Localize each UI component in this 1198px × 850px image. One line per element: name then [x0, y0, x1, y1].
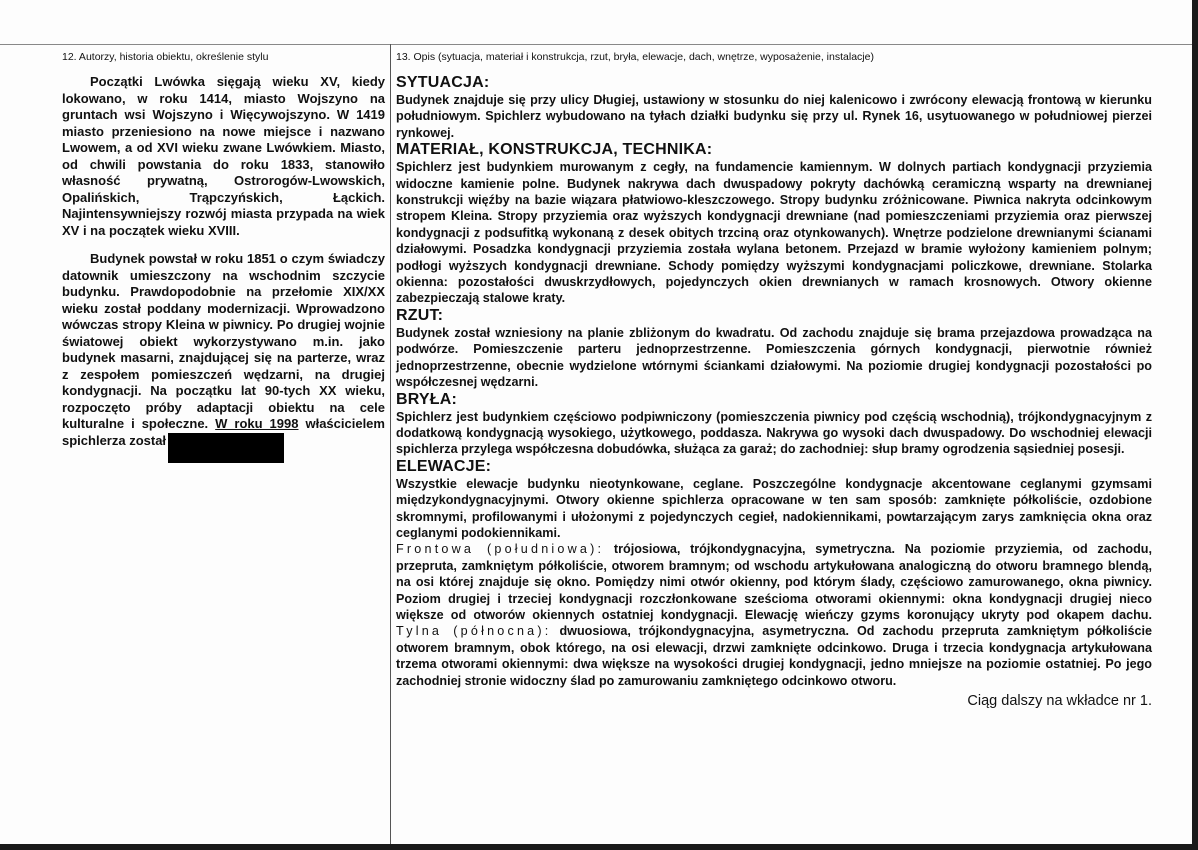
history-paragraph-2 — [62, 251, 385, 463]
section-sytuacja — [396, 74, 1152, 141]
redaction-box — [168, 433, 284, 463]
history-paragraph-1: Początki Lwówka sięgają wieku XV, kiedy lokowano, w roku 1414, miasto Wojszyno na gruntach wsi Wojszyno i Więcywojszyno. W 1419 miasto przeniesiono na nowe miejsce i nazwano Lwowem, a od XVI wieku zwane Lwówkiem. Miasto, od chwili powstania do roku 1833, stanowiło własność prywatną, Ostrorogów-Lwowskich, Opalińskich, Trąpczyńskich, Łąckich. Najintensywniejszy rozwój miasta przypada na wiek XV i na początek wieku XVIII. — [62, 74, 385, 238]
section-rzut — [396, 307, 1152, 391]
history-paragraph-2-tail: właścicielem spichlerza został — [62, 416, 385, 448]
elewacje-intro: Wszystkie elewacje budynku nieotynkowane, ceglane. Poszczególne kondygnacje akcentowane ceglanymi gzymsami międzykondygnacyjnymi. Otwory okienne spichlerza opracowane w ten sam sposób: zamknięte półkoliście, ozdobione skromnymi, profilowanymi i ułożonymi z pojedynczych cegieł, nadokiennikami, powtarzającym zarys zamknięcia okna oraz ceglanymi podokiennikami. — [396, 476, 1152, 540]
section-title: ELEWACJE: — [396, 457, 492, 475]
section-title: BRYŁA: — [396, 390, 458, 408]
description-header: 13. Opis (sytuacja, materiał i konstrukcja, rzut, bryła, elewacje, dach, wnętrze, wyposażenie, instalacje) — [396, 51, 874, 63]
section-elewacje — [396, 458, 1152, 689]
section-text: Budynek został wzniesiony na planie zbliżonym do kwadratu. Od zachodu znajduje się brama przejazdowa prowadząca na podwórze. Pomieszczenie parteru jednoprzestrzenne. Pomieszczenia górnych kondygnacji, pierwotnie również jednoprzestrzenne, obecnie wydzielone wtórnymi ściankami działowymi. Na poziomie drugiej kondygnacji pozostałości po współczesnej wędzarni. — [396, 325, 1152, 390]
rear-elevation-text: dwuosiowa, trójkondygnacyjna, asymetryczna. Od zachodu przepruta zamkniętym półkoliście otworem bramnym, obok którego, na osi elewacji, drzwi zamknięte odcinkowo. Druga i trzecia kondygnacja artykułowana trzema otworami okiennymi: dwa większe na wysokości drugiej kondygnacji, jedno mniejsze na poziomie ostatniej. Po jego zachodniej stronie widoczny ślad po zamurowaniu zamkniętego odcinkowo otworu. — [396, 624, 1152, 688]
continuation-note: Ciąg dalszy na wkładce nr 1. — [967, 693, 1152, 709]
header-rule — [0, 44, 1192, 45]
scan-edge-bottom — [0, 844, 1198, 850]
section-material — [396, 141, 1152, 307]
history-year-1998: W roku 1998 — [215, 416, 299, 431]
section-title: MATERIAŁ, KONSTRUKCJA, TECHNIKA: — [396, 141, 713, 159]
front-elevation-label: Frontowa (południowa): — [396, 542, 605, 557]
history-column — [62, 50, 385, 463]
section-text: Budynek znajduje się przy ulicy Długiej, ustawiony w stosunku do niej kalenicowo i zwrócony elewacją frontową w kierunku południowym. Spichlerz wybudowano na tyłach działki budynku się przy ul. Rynek 16, usytuowanego w południowej pierzei rynkowej. — [396, 93, 1152, 140]
column-divider — [390, 44, 391, 850]
history-paragraph-2-main: Budynek powstał w roku 1851 o czym świadczy datownik umieszczony na wschodnim szczycie budynku. Prawdopodobnie na przełomie XIX/XX wieku został poddany modernizacji. Wprowadzono wówczas stropy Kleina w piwnicy. Po drugiej wojnie światowej obiekt wykorzystywano m.in. jako budynek masarni, znajdującej się na parterze, wraz z zespołem pomieszczeń wędzarni, na drugiej kondygnacji. Na początku lat 90-tych XX wieku, rozpoczęto próby adaptacji obiektu na cele kulturalne i społeczne. — [62, 251, 385, 431]
section-text: Spichlerz jest budynkiem częściowo podpiwniczony (pomieszczenia piwnicy pod częścią wschodnią), trójkondygnacyjnym z dodatkową kondygnacją wysokiego, użytkowego, poddasza. Nakrywa go wysoki dach dwuspadowy. Do wschodniej elewacji spichlerza przylega współczesna dobudówka, służąca za garaż; do zachodniej: słup bramy ogrodzenia sąsiedniej posesji. — [396, 409, 1152, 457]
section-title: RZUT: — [396, 306, 444, 324]
history-header: 12. Autorzy, historia obiektu, określenie stylu — [62, 51, 269, 63]
elewacje-details — [396, 541, 1152, 689]
rear-elevation-label: Tylna (północna): — [396, 624, 552, 639]
scan-edge-right — [1192, 0, 1198, 850]
section-text: Spichlerz jest budynkiem murowanym z cegły, na fundamencie kamiennym. W dolnych partiach kondygnacji przyziemia widoczne kamienie polne. Budynek nakrywa dach dwuspadowy pokryty dachówką ceramiczną wsparty na drewnianej konstrukcji więźby na bazie wiązara płatwiowo-kleszczowego. Stropy budynku zróżnicowane. Piwnica nakryta odcinkowym stropem Kleina. Stropy przyziemia oraz wyższych kondygnacji drewniane (nad pomieszczeniami przyziemia oraz pierwszej kondygnacji z podsufitką wykonaną z desek obitych trzciną oraz otynkowanych). Wnętrze podzielone drewnianymi ścianami działowymi. Posadzka kondygnacji przyziemia została wylana betonem. Przejazd w bramie wyłożony kamieniem polnym; podłogi wyższych kondygnacji drewniane. Schody pomiędzy wyższymi kondygnacjami policzkowe, drewniane. Stolarka okienna: pozostałości dwuskrzydłowych, pojedynczych okien drewnianych w ramach krosnowych. Otwory okienne zabezpieczają stalowe kraty. — [396, 160, 1152, 306]
section-title: SYTUACJA: — [396, 74, 490, 91]
front-elevation-text: trójosiowa, trójkondygnacyjna, symetryczna. Na poziomie przyziemia, od zachodu, przepruta, zamkniętym półkoliście, otworem bramnym; od wschodu artykułowana analogiczną do otworu bramnego blendą, na osi której znajduje się okno. Pomiędzy nimi otwór okienny, pod którym ślady, częściowo zamurowanego, okna piwnicy. Poziom drugiej i trzeciej kondygnacji rozczłonkowane sześcioma otworami okiennymi: okna kondygnacji drugiej nieco większe od otworów okiennych ostatniej kondygnacji. Elewację wieńczy gzyms koronujący ukryty pod okapem dachu. — [396, 542, 1152, 622]
section-bryla — [396, 391, 1152, 458]
description-column — [396, 50, 1152, 709]
